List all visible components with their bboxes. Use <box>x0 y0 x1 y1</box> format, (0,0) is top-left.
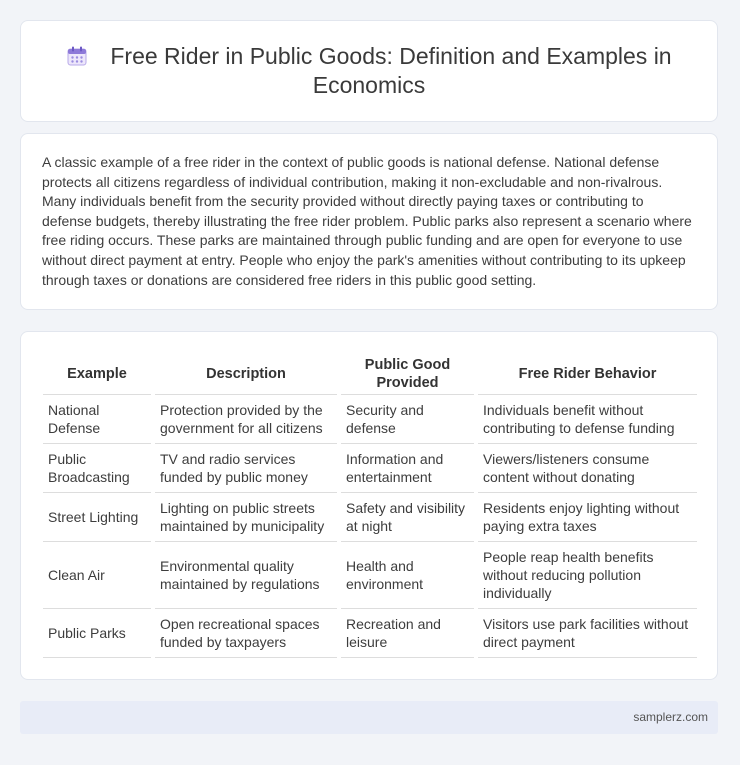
table-cell: Environmental quality maintained by regulations <box>155 542 337 609</box>
page-title-text: Free Rider in Public Goods: Definition and Examples in Economics <box>110 43 672 98</box>
column-header-free-rider-behavior: Free Rider Behavior <box>478 354 697 395</box>
table-cell: Residents enjoy lighting without paying extra taxes <box>478 493 697 542</box>
table-row <box>43 493 697 542</box>
table-header-row <box>43 354 697 395</box>
column-header-example: Example <box>43 354 151 395</box>
table-row <box>43 395 697 444</box>
table-cell: Street Lighting <box>43 493 151 542</box>
table-row <box>43 609 697 658</box>
intro-paragraph: A classic example of a free rider in the context of public goods is national defense. National defense protects all citizens regardless of individual contribution, making it non-excludable and non-rivalrous. Many individuals benefit from the security provided without directly paying taxes or contributing to defense budgets, thereby illustrating the free rider problem. Public parks also represent a scenario where free riding occurs. These parks are maintained through public funding and are open for everyone to use without direct payment at entry. People who enjoy the park's amenities without contributing to its upkeep through taxes or donations are considered free riders in this public good setting. <box>42 154 692 288</box>
table-row <box>43 444 697 493</box>
table-cell: Information and entertainment <box>341 444 474 493</box>
table-cell: Clean Air <box>43 542 151 609</box>
table-cell: Viewers/listeners consume content without donating <box>478 444 697 493</box>
table-cell: Health and environment <box>341 542 474 609</box>
table-cell: Recreation and leisure <box>341 609 474 658</box>
table-cell: Visitors use park facilities without direct payment <box>478 609 697 658</box>
footer-bar <box>20 701 718 734</box>
table-cell: Security and defense <box>341 395 474 444</box>
title-card <box>20 20 718 122</box>
intro-card <box>20 133 718 310</box>
table-card <box>20 331 718 680</box>
table-cell: Open recreational spaces funded by taxpayers <box>155 609 337 658</box>
calendar-icon <box>66 45 88 67</box>
table-cell: Individuals benefit without contributing to defense funding <box>478 395 697 444</box>
table-cell: People reap health benefits without reducing pollution individually <box>478 542 697 609</box>
column-header-description: Description <box>155 354 337 395</box>
table-cell: TV and radio services funded by public money <box>155 444 337 493</box>
table-cell: Public Broadcasting <box>43 444 151 493</box>
footer-site-link[interactable]: samplerz.com <box>633 710 708 724</box>
examples-table <box>39 354 701 658</box>
table-row <box>43 542 697 609</box>
table-cell: Lighting on public streets maintained by municipality <box>155 493 337 542</box>
table-cell: National Defense <box>43 395 151 444</box>
table-cell: Protection provided by the government for all citizens <box>155 395 337 444</box>
table-cell: Public Parks <box>43 609 151 658</box>
table-cell: Safety and visibility at night <box>341 493 474 542</box>
column-header-public-good: Public Good Provided <box>341 354 474 395</box>
page-title <box>51 42 687 100</box>
